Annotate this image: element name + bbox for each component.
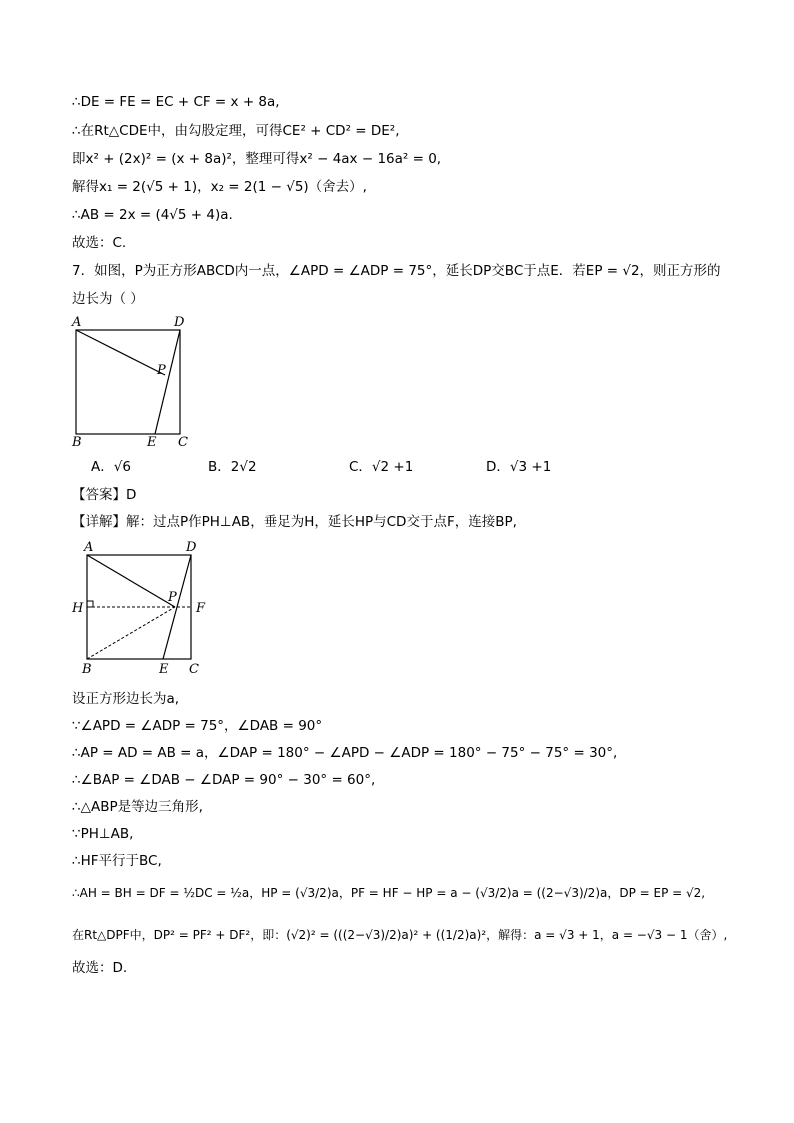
detail-line: ∴AP = AD = AB = a，∠DAP = 180° − ∠APD − ∠ADP = 180° − 75° − 75° = 30°, — [72, 745, 618, 761]
text-line: ∴在Rt△CDE中，由勾股定理，可得CE² + CD² = DE², — [72, 123, 400, 139]
text-line: ∴DE = FE = EC + CF = x + 8a, — [72, 94, 280, 110]
detail-line: ∵PH⊥AB, — [72, 826, 134, 842]
detail-line: 在Rt△DPF中，DP² = PF² + DF²，即：(√2)² = (((2−√3)/2)a)² + ((1/2)a)²，解得：a = √3 + 1，a = −√3 − 1（舍）, — [72, 928, 728, 942]
detail-line: ∵∠APD = ∠ADP = 75°，∠DAB = 90° — [72, 718, 323, 734]
label-d: D — [186, 540, 197, 555]
solution-figure — [68, 538, 218, 678]
detail-line: ∴HF平行于BC, — [72, 853, 162, 869]
label-p: P — [168, 590, 177, 605]
label-h: H — [72, 601, 84, 616]
label-c: C — [178, 435, 188, 450]
option-c: C．√2 +1 — [349, 459, 414, 475]
detail-line: 【详解】解：过点P作PH⊥AB，垂足为H，延长HP与CD交于点F，连接BP, — [72, 514, 517, 530]
question-text: 边长为（ ） — [72, 291, 144, 307]
detail-line: 设正方形边长为a, — [72, 691, 180, 707]
label-p: P — [157, 363, 166, 378]
text-line: ∴AB = 2x = (4√5 + 4)a. — [72, 207, 233, 223]
question-figure — [68, 313, 198, 453]
label-a: A — [72, 315, 82, 330]
detail-line: ∴△ABP是等边三角形, — [72, 799, 203, 815]
label-a: A — [84, 540, 94, 555]
detail-line: ∴AH = BH = DF = ½DC = ½a，HP = (√3/2)a，PF = HF − HP = a − (√3/2)a = ((2−√3)/2)a，DP = EP = √2, — [72, 886, 706, 900]
label-b: B — [82, 662, 92, 677]
label-c: C — [189, 662, 199, 677]
label-f: F — [196, 601, 206, 616]
label-d: D — [174, 315, 185, 330]
answer-line: 【答案】D — [72, 487, 137, 503]
question-text: 7．如图，P为正方形ABCD内一点，∠APD = ∠ADP = 75°，延长DP交BC于点E．若EP = √2，则正方形的 — [72, 263, 721, 279]
label-e: E — [147, 435, 157, 450]
option-b: B．2√2 — [208, 459, 257, 475]
text-line: 解得x₁ = 2(√5 + 1)，x₂ = 2(1 − √5)（舍去）, — [72, 179, 367, 195]
option-a: A．√6 — [91, 459, 131, 475]
text-line: 故选：C. — [72, 235, 127, 251]
label-e: E — [159, 662, 169, 677]
detail-line: ∴∠BAP = ∠DAB − ∠DAP = 90° − 30° = 60°, — [72, 772, 376, 788]
detail-line: 故选：D. — [72, 960, 128, 976]
text-line: 即x² + (2x)² = (x + 8a)²，整理可得x² − 4ax − 16a² = 0, — [72, 151, 442, 167]
option-d: D．√3 +1 — [486, 459, 552, 475]
label-b: B — [72, 435, 82, 450]
